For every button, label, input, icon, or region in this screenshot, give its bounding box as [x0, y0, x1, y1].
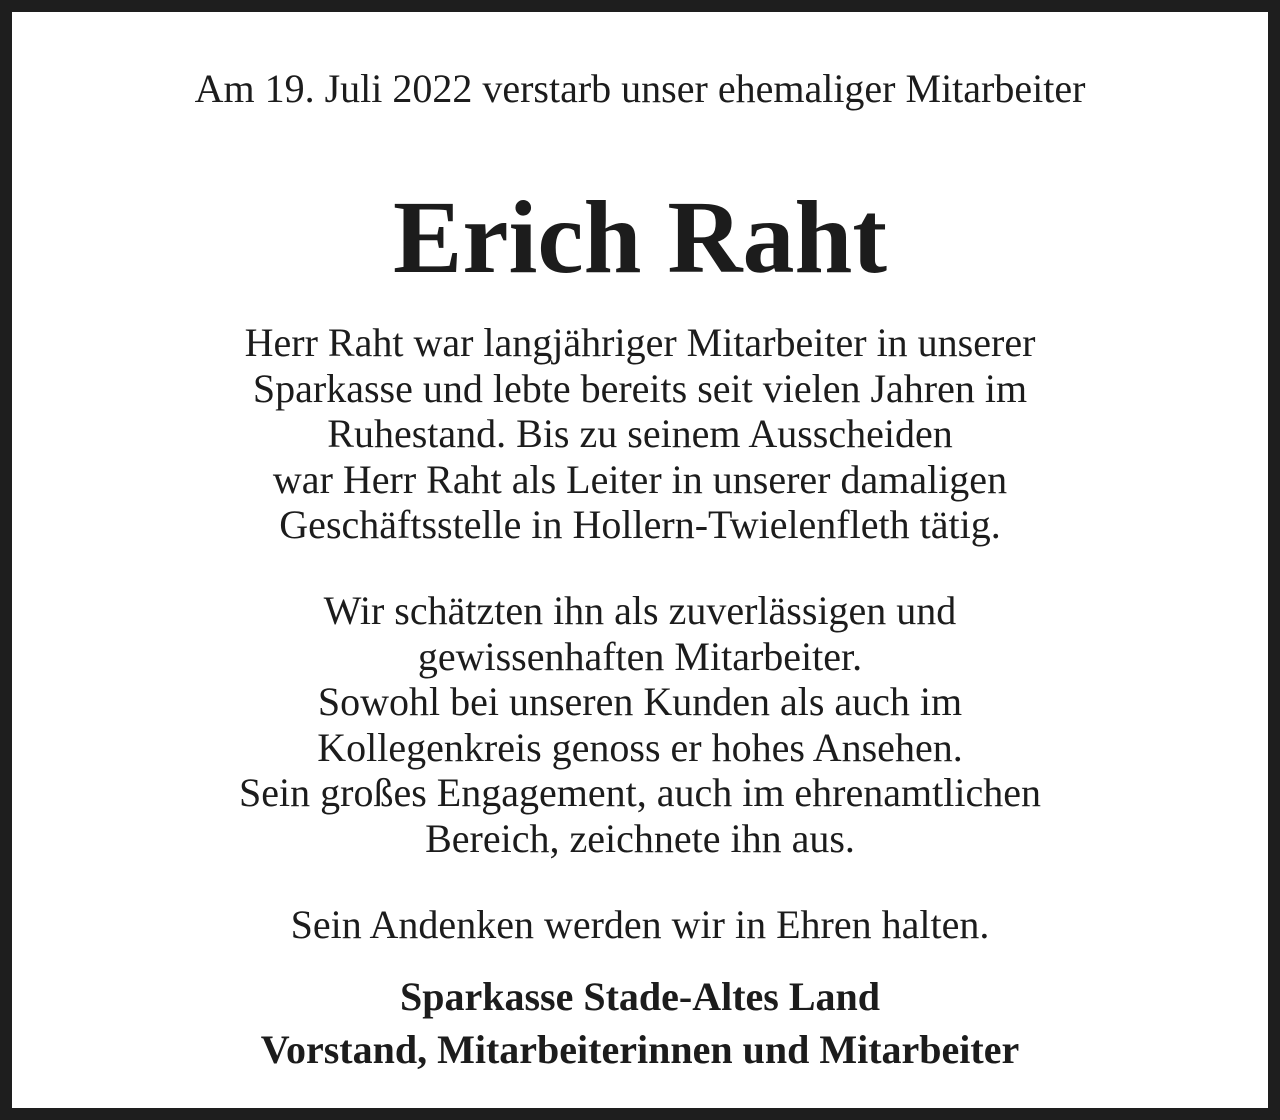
- text-line: gewissenhaften Mitarbeiter.: [417, 633, 863, 679]
- closing-line: Sein Andenken werden wir in Ehren halten.: [290, 902, 990, 947]
- text-line: war Herr Raht als Leiter in unserer damaligen: [272, 456, 1008, 502]
- deceased-name: Erich Raht: [393, 180, 887, 295]
- signature-staff: Vorstand, Mitarbeiterinnen und Mitarbeiter: [260, 1027, 1020, 1072]
- text-line: Sein großes Engagement, auch im ehrenamtlichen: [239, 770, 1041, 815]
- text-line: Ruhestand. Bis zu seinem Ausscheiden: [327, 411, 953, 456]
- text-line: Kollegenkreis genoss er hohes Ansehen.: [317, 724, 963, 770]
- intro-line: Am 19. Juli 2022 verstarb unser ehemaliger Mitarbeiter: [194, 66, 1086, 111]
- tribute-paragraph-appreciation: [24, 588, 1256, 861]
- signature-organization: Sparkasse Stade-Altes Land: [399, 974, 881, 1019]
- text-line: Bereich, zeichnete ihn aus.: [425, 815, 855, 861]
- text-line: Geschäftsstelle in Hollern-Twielenfleth tätig.: [279, 502, 1001, 547]
- text-line: Sowohl bei unseren Kunden als auch im: [317, 679, 963, 724]
- text-line: Herr Raht war langjähriger Mitarbeiter in unserer: [244, 320, 1036, 365]
- text-line: Sparkasse und lebte bereits seit vielen Jahren im: [252, 365, 1028, 411]
- signature-block: [24, 970, 1256, 1076]
- tribute-paragraph-career: [24, 320, 1256, 548]
- text-line: Wir schätzten ihn als zuverlässigen und: [323, 588, 957, 633]
